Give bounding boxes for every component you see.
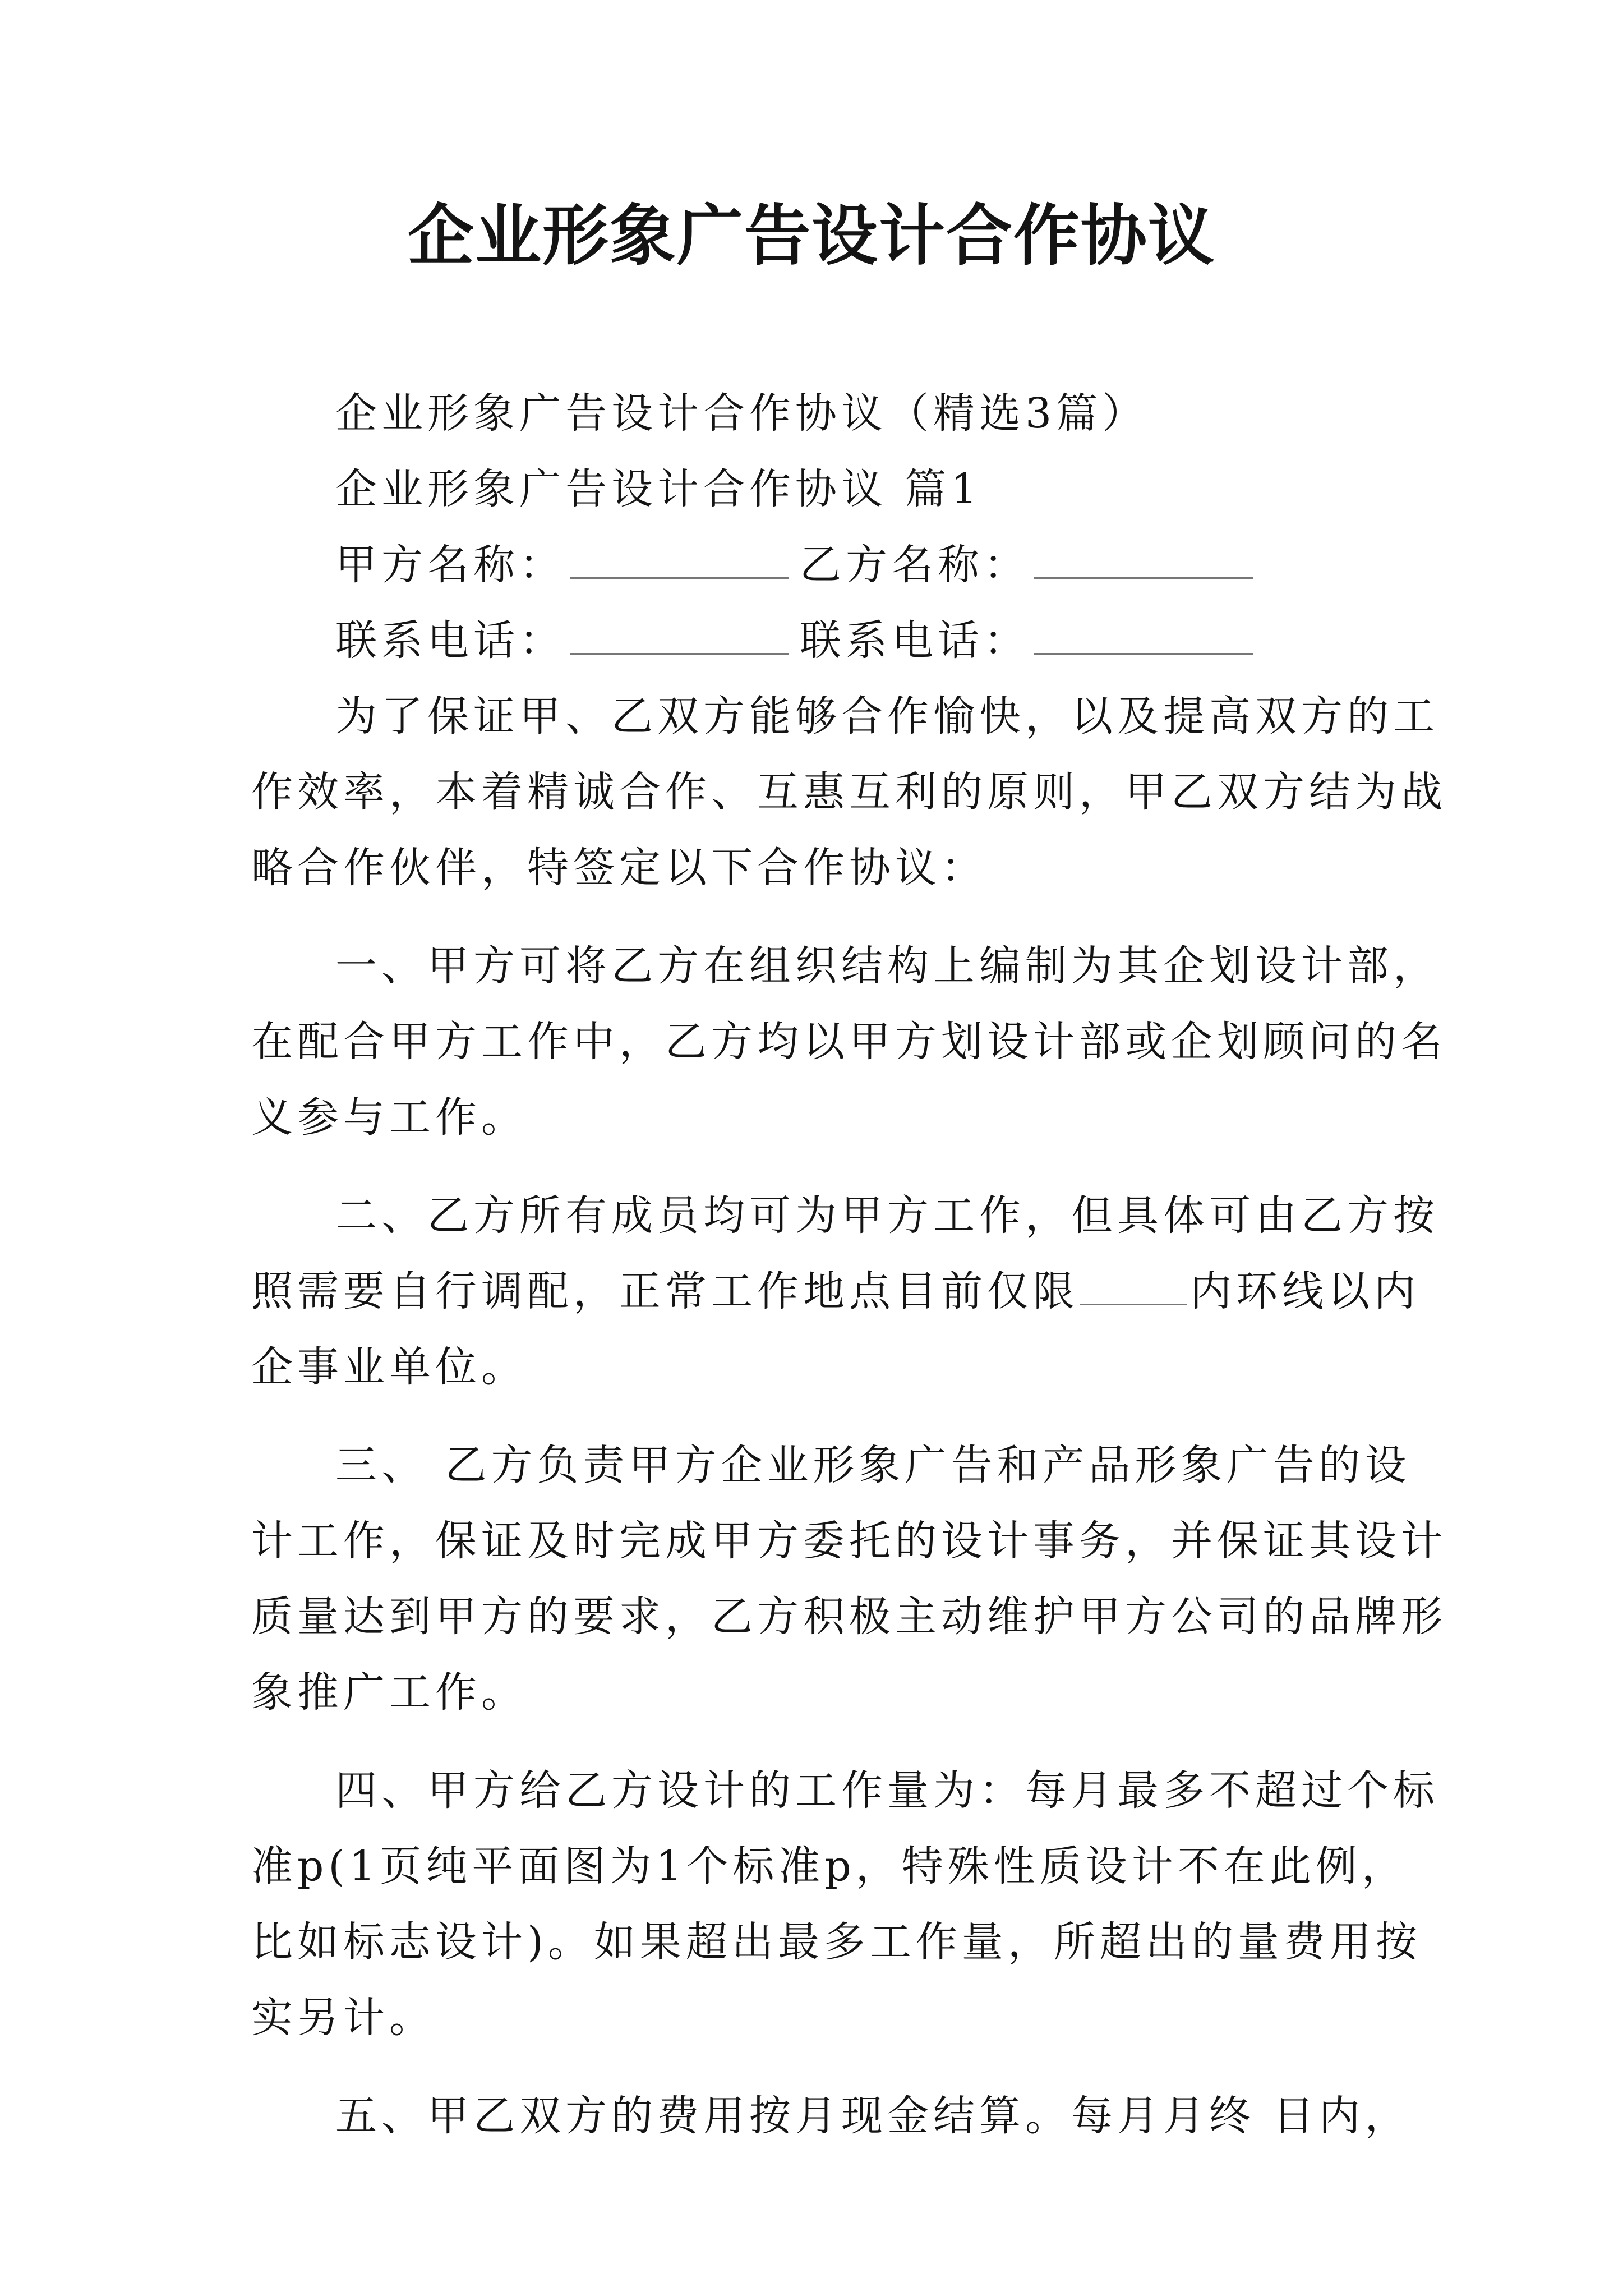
party-phones-row bbox=[251, 603, 1378, 679]
party-a-phone-blank[interactable] bbox=[570, 653, 789, 655]
paragraph-line: 象推广工作。 bbox=[251, 1668, 527, 1717]
location-blank[interactable] bbox=[1080, 1304, 1187, 1305]
paragraph-line: 比如标志设计)。如果超出最多工作量，所超出的量费用按 bbox=[251, 1918, 1422, 1966]
party-b-phone-blank[interactable] bbox=[1034, 653, 1253, 655]
paragraph-line: 作效率，本着精诚合作、互惠互利的原则，甲乙双方结为战 bbox=[251, 768, 1447, 816]
clause-2-text-before-blank: 照需要自行调配，正常工作地点目前仅限 bbox=[251, 1267, 1079, 1315]
paragraph-line: 计工作，保证及时完成甲方委托的设计事务，并保证其设计 bbox=[251, 1517, 1447, 1565]
clause-2 bbox=[251, 1178, 1439, 1405]
paragraph-line: 企事业单位。 bbox=[251, 1343, 527, 1391]
paragraph-line: 三、 乙方负责甲方企业形象广告和产品形象广告的设 bbox=[335, 1441, 1411, 1489]
paragraph-line: 在配合甲方工作中，乙方均以甲方划设计部或企划顾问的名 bbox=[251, 1018, 1447, 1066]
clause-2-text-after-blank: 内环线以内 bbox=[1190, 1267, 1420, 1315]
paragraph-line: 一、甲方可将乙方在组织结构上编制为其企划设计部， bbox=[335, 942, 1439, 990]
subtitle: 企业形象广告设计合作协议（精选3篇） bbox=[335, 389, 1149, 438]
paragraph-line: 五、甲乙双方的费用按月现金结算。每月月终 日内， bbox=[335, 2092, 1411, 2140]
paragraph-line bbox=[251, 1254, 1420, 1329]
intro-paragraph bbox=[251, 679, 1447, 906]
paragraph-line: 四、甲方给乙方设计的工作量为：每月最多不超过个标 bbox=[335, 1766, 1439, 1815]
clause-3 bbox=[251, 1428, 1447, 1731]
party-a-phone-label: 联系电话： bbox=[335, 616, 565, 665]
clause-4 bbox=[251, 1753, 1439, 2056]
party-b-phone-label: 联系电话： bbox=[800, 616, 1030, 665]
paragraph-line: 义参与工作。 bbox=[251, 1093, 527, 1142]
document-title: 企业形象广告设计合作协议 bbox=[407, 196, 1215, 274]
party-b-name-label: 乙方名称： bbox=[800, 541, 1030, 589]
section-heading: 企业形象广告设计合作协议 篇1 bbox=[335, 465, 982, 513]
document-body bbox=[251, 376, 1447, 2154]
paragraph-line: 为了保证甲、乙双方能够合作愉快，以及提高双方的工 bbox=[335, 692, 1439, 740]
paragraph-line: 二、乙方所有成员均可为甲方工作，但具体可由乙方按 bbox=[335, 1191, 1439, 1240]
paragraph-line: 略合作伙伴，特签定以下合作协议： bbox=[251, 844, 987, 892]
paragraph-line: 准p(1页纯平面图为1个标准p，特殊性质设计不在此例， bbox=[251, 1842, 1408, 1890]
party-a-name-blank[interactable] bbox=[570, 577, 789, 579]
party-b-name-blank[interactable] bbox=[1034, 577, 1253, 579]
paragraph-line: 实另计。 bbox=[251, 1994, 435, 2042]
paragraph-line: 质量达到甲方的要求，乙方积极主动维护甲方公司的品牌形 bbox=[251, 1593, 1447, 1641]
clause-5 bbox=[251, 2078, 1411, 2154]
party-a-name-label: 甲方名称： bbox=[335, 541, 565, 589]
party-names-row bbox=[251, 527, 1378, 603]
clause-1 bbox=[251, 928, 1447, 1156]
